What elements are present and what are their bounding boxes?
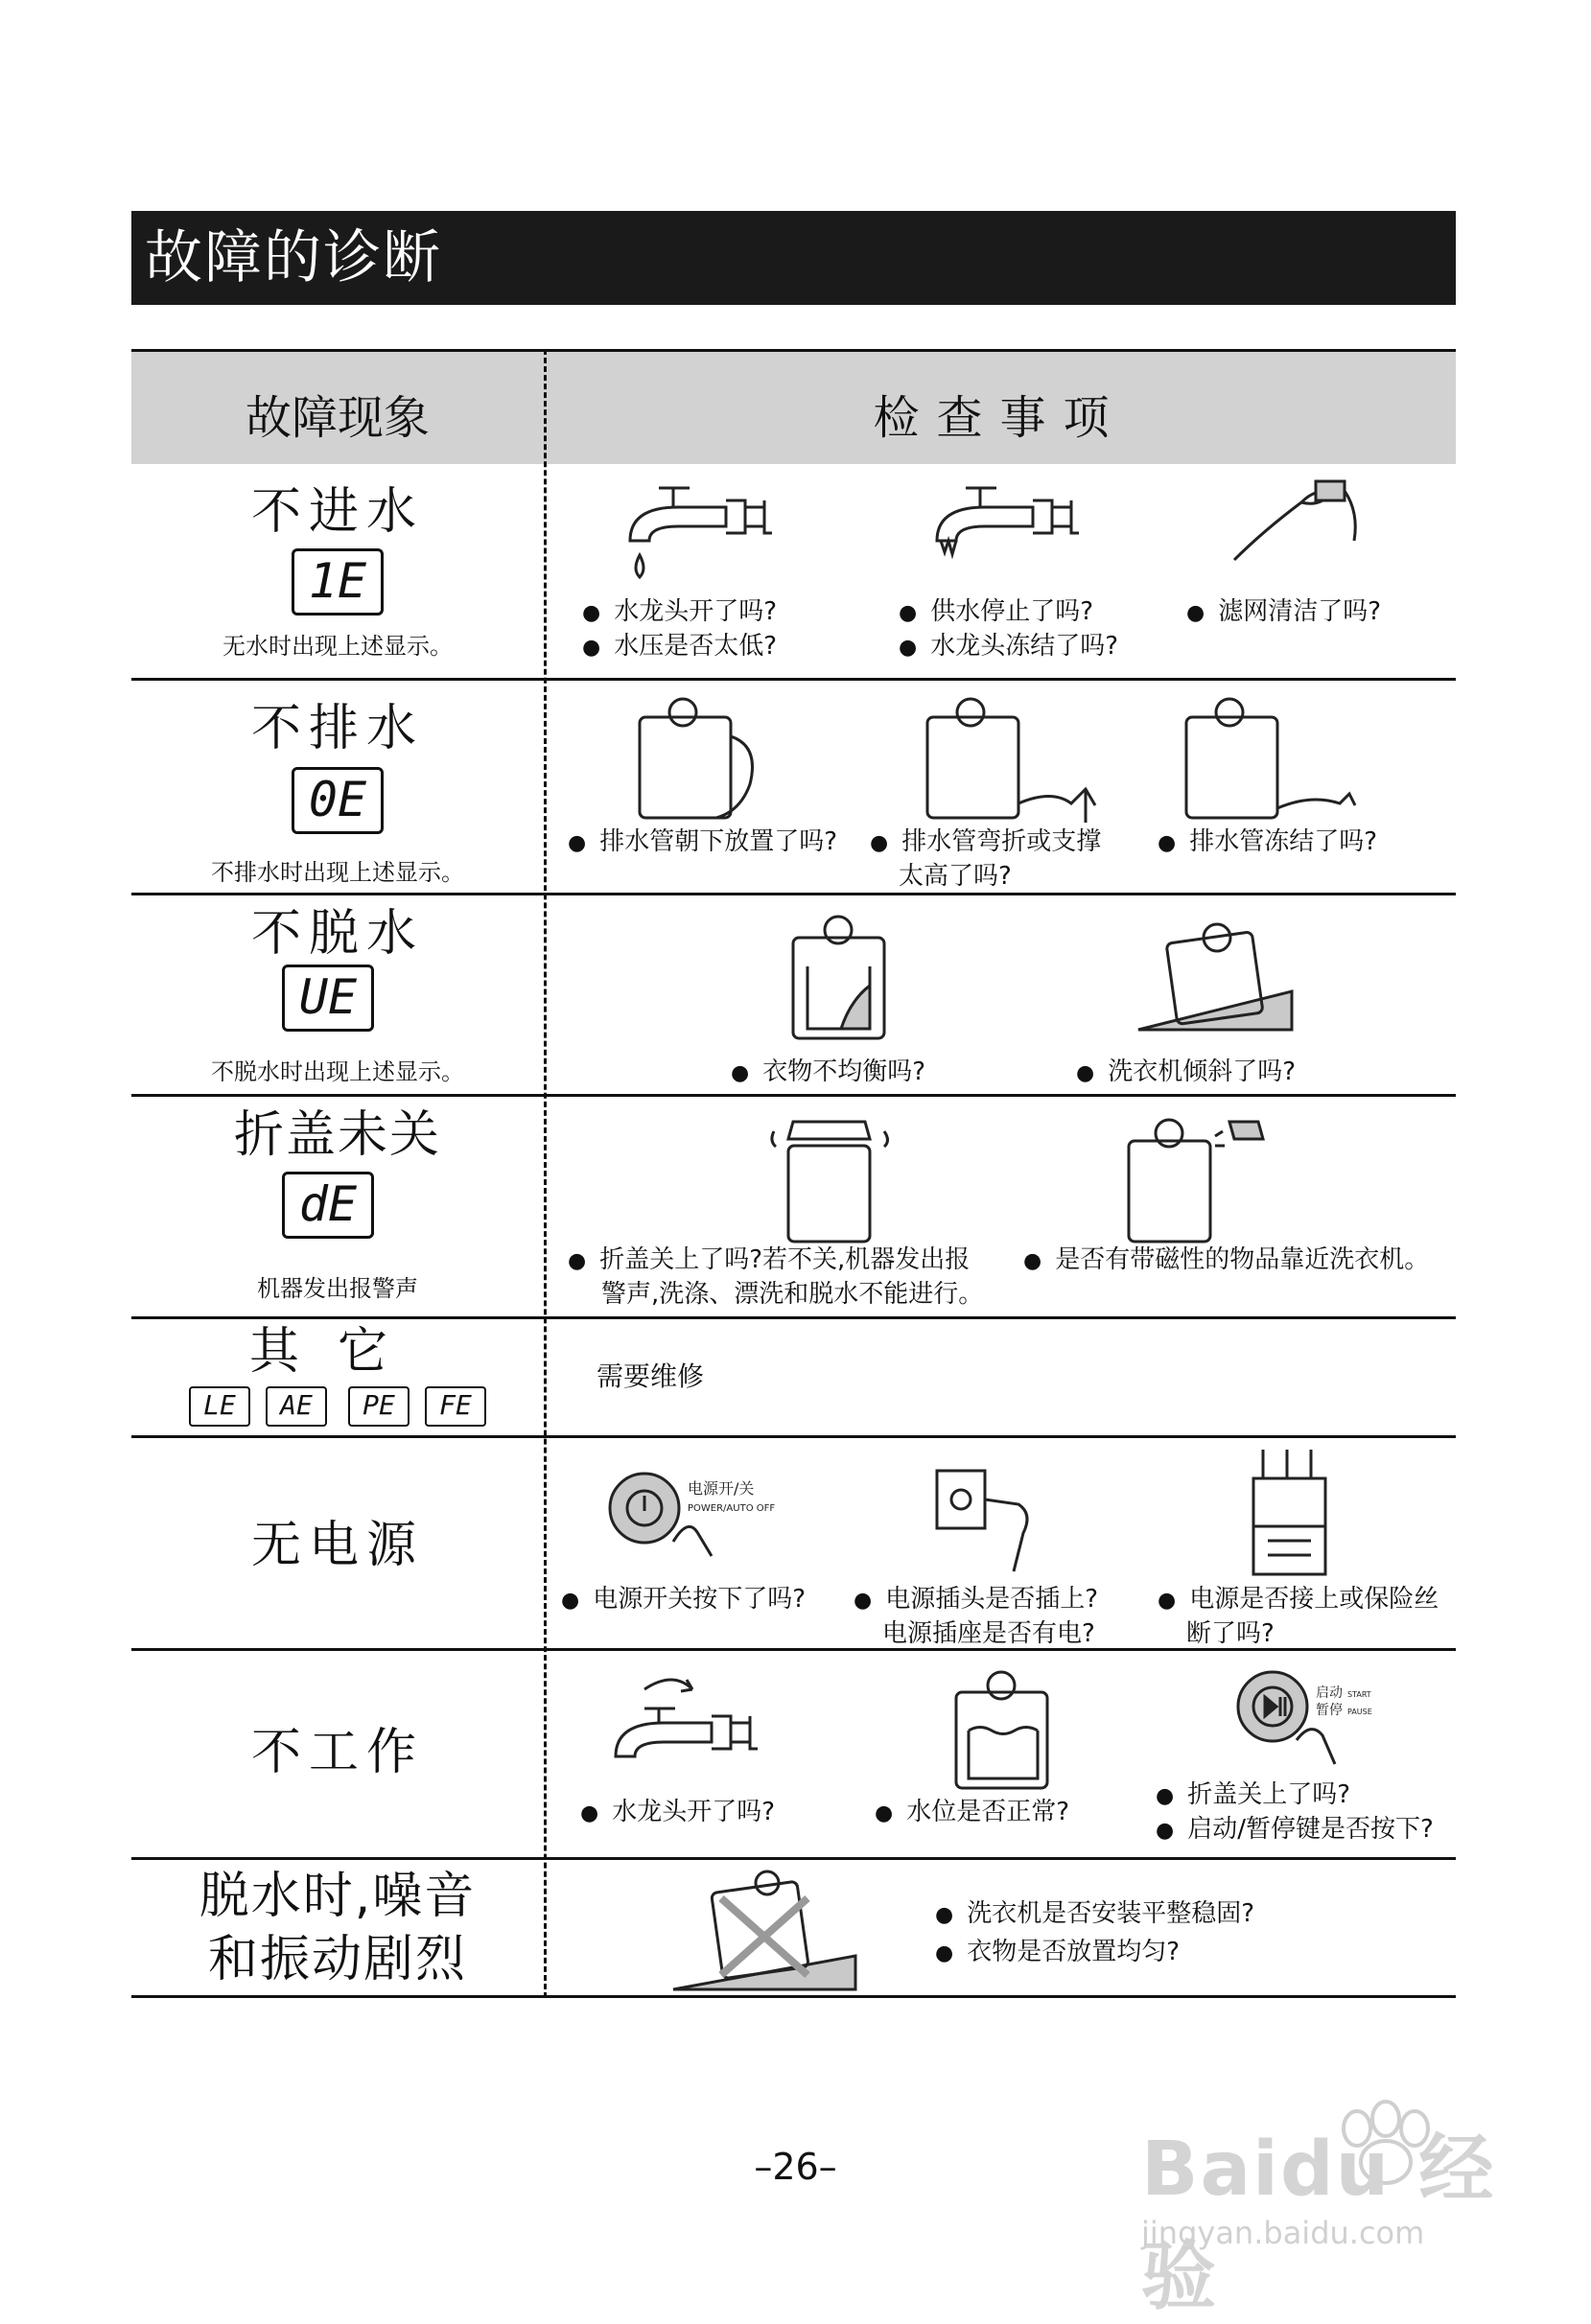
table-row: [131, 464, 1456, 681]
washer-water-level-icon: [942, 1668, 1066, 1793]
table-row: [131, 1860, 1456, 1998]
error-code-display: FE: [425, 1386, 486, 1427]
faucet-drip-icon: [620, 483, 793, 589]
check-item: ● 洗衣机倾斜了吗?: [1076, 1055, 1296, 1091]
table-row: [131, 895, 1456, 1097]
power-button-icon: [606, 1465, 798, 1570]
header-symptom: 故障现象: [245, 391, 430, 445]
check-item: ● 折盖关上了吗?若不关,机器发出报: [568, 1243, 970, 1279]
check-item: ● 是否有带磁性的物品靠近洗衣机。: [1023, 1243, 1429, 1279]
check-item: ● 折盖关上了吗?: [1156, 1778, 1350, 1814]
title-bar: [131, 211, 1456, 305]
symptom-label: 不进水: [250, 483, 424, 541]
symptom-note: 无水时出现上述显示。: [222, 633, 453, 660]
check-item: ● 启动/暂停键是否按下?: [1156, 1812, 1434, 1848]
check-item: ● 电源插头是否插上?: [854, 1582, 1098, 1618]
table-row: [131, 681, 1456, 895]
error-code-display: PE: [348, 1386, 409, 1427]
check-item: ● 排水管朝下放置了吗?: [568, 825, 837, 861]
start-pause-button-icon: [1234, 1668, 1407, 1774]
check-item: ● 水龙头开了吗?: [582, 594, 777, 631]
washer-drain-frozen-icon: [1177, 698, 1369, 823]
washer-drain-down-icon: [630, 698, 774, 823]
washer-magnet-icon: [1119, 1112, 1273, 1246]
table-row: [131, 1651, 1456, 1860]
washer-uneven-cross-icon: [664, 1870, 865, 1994]
error-code-display: 0E: [292, 767, 384, 834]
filter-cleaning-icon: [1225, 474, 1369, 579]
check-item: ● 排水管弯折或支撑: [870, 825, 1101, 861]
check-item-continued: 太高了吗?: [899, 862, 1012, 891]
table-row: [131, 1319, 1456, 1438]
watermark-url: jingyan.baidu.com: [1141, 2215, 1425, 2251]
power-label: 电源开/关: [688, 1479, 755, 1498]
check-item: ● 水压是否太低?: [582, 629, 777, 665]
faucet-turn-icon: [606, 1670, 769, 1776]
check-item: ● 水龙头开了吗?: [580, 1795, 775, 1831]
symptom-label: 折盖未关: [233, 1106, 441, 1164]
check-item: ● 水龙头冻结了吗?: [899, 629, 1118, 665]
check-item: ● 水位是否正常?: [875, 1795, 1069, 1831]
check-item-continued: 警声,洗涤、漂洗和脱水不能进行。: [601, 1280, 984, 1309]
pause-label: 暂停: [1316, 1703, 1343, 1718]
symptom-label: 脱水时,噪音: [199, 1868, 477, 1925]
check-item: ● 电源是否接上或保险丝: [1158, 1582, 1439, 1618]
fuse-box-icon: [1244, 1450, 1340, 1584]
check-item: ● 洗衣机是否安装平整稳固?: [935, 1896, 1254, 1933]
diagnosis-table: [131, 349, 1456, 1998]
header-checks: 检查事项: [873, 391, 1127, 445]
symptom-note: 不排水时出现上述显示。: [211, 859, 464, 886]
washer-drain-bent-icon: [918, 698, 1110, 823]
error-code-display: LE: [189, 1386, 250, 1427]
error-code-display: UE: [282, 964, 374, 1032]
pause-label-en: PAUSE: [1347, 1708, 1372, 1716]
error-code-display: dE: [282, 1172, 374, 1239]
table-row: [131, 1438, 1456, 1651]
column-divider: [544, 349, 547, 1998]
symptom-label: 其它: [248, 1323, 426, 1381]
page-number: –26–: [754, 2146, 837, 2188]
symptom-label: 不排水: [250, 700, 424, 757]
check-item: ● 滤网清洁了吗?: [1186, 594, 1381, 631]
error-code-display: 1E: [292, 548, 384, 616]
repair-note: 需要维修: [597, 1360, 705, 1392]
symptom-label: 不脱水: [250, 905, 424, 963]
check-item-continued: 断了吗?: [1186, 1619, 1275, 1648]
start-label-en: START: [1347, 1690, 1371, 1699]
faucet-frozen-icon: [927, 483, 1100, 569]
error-code-display: AE: [266, 1386, 327, 1427]
start-label: 启动: [1316, 1685, 1343, 1701]
symptom-label: 不工作: [250, 1724, 424, 1781]
power-plug-icon: [927, 1461, 1052, 1576]
check-item: ● 衣物是否放置均匀?: [935, 1935, 1180, 1971]
check-item: ● 电源开关按下了吗?: [561, 1582, 806, 1618]
washer-lid-open-icon: [764, 1112, 899, 1246]
check-item-continued: 电源插座是否有电?: [882, 1619, 1095, 1648]
table-row: [131, 1097, 1456, 1319]
watermark-brand: Baidu 经验: [1141, 2126, 1496, 2320]
symptom-note: 不脱水时出现上述显示。: [211, 1058, 464, 1085]
washer-tilted-icon: [1119, 924, 1301, 1039]
table-header: [131, 349, 1456, 464]
symptom-label: 和振动剧烈: [207, 1931, 467, 1988]
washer-unbalanced-icon: [774, 909, 908, 1043]
check-item: ● 衣物不均衡吗?: [731, 1055, 925, 1091]
check-item: ● 排水管冻结了吗?: [1158, 825, 1377, 861]
watermark: [1141, 2080, 1525, 2320]
check-item: ● 供水停止了吗?: [899, 594, 1093, 631]
symptom-note: 机器发出报警声: [257, 1275, 418, 1302]
power-label-en: POWER/AUTO OFF: [688, 1503, 776, 1514]
symptom-label: 无电源: [250, 1517, 424, 1574]
page-title: 故障的诊断: [145, 224, 442, 291]
